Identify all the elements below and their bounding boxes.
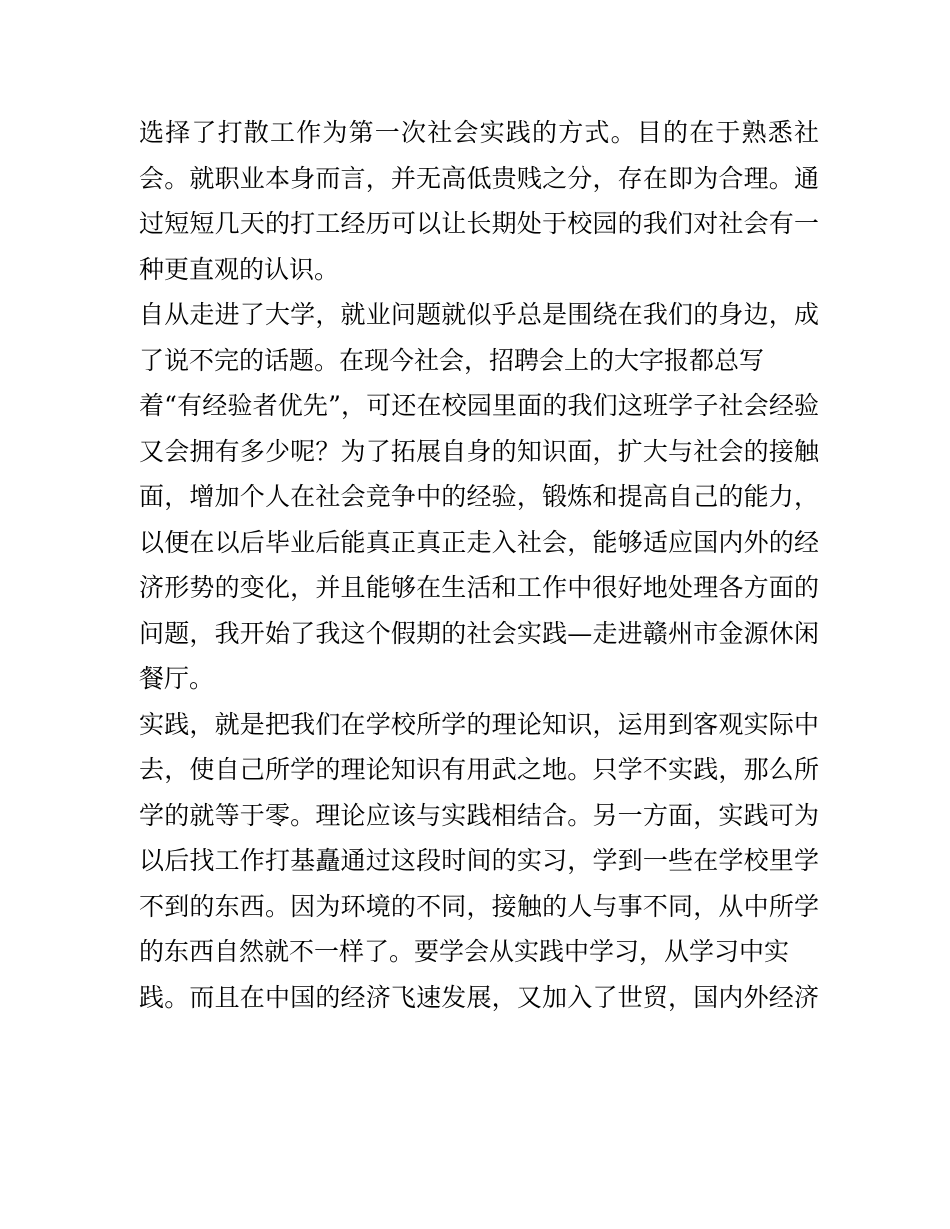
text-line-14: 实践，就是把我们在学校所学的理论知识，运用到客观实际中: [139, 709, 819, 739]
text-line-11: 济形势的变化，并且能够在生活和工作中很好地处理各方面的: [139, 573, 819, 602]
text-line-19: 的东西自然就不一样了。要学会从实践中学习，从学习中实: [139, 937, 790, 966]
text-line-7: 着“有经验者优先”，可还在校园里面的我们这班学子社会经验: [139, 391, 819, 420]
text-line-2: 会。就职业本身而言，并无高低贵贱之分，存在即为合理。通: [139, 163, 819, 193]
text-line-4: 种更直观的认识。: [139, 254, 340, 284]
text-line-8: 又会拥有多少呢？为了拓展自身的知识面，扩大与社会的接触: [139, 436, 819, 466]
text-line-10: 以便在以后毕业后能真正真正走入社会，能够适应国内外的经: [139, 527, 819, 557]
document-body: [139, 110, 819, 1020]
text-line-12: 问题，我开始了我这个假期的社会实践—走进赣州市金源休闲: [139, 618, 819, 648]
text-line-9: 面，增加个人在社会竞争中的经验，锻炼和提高自己的能力，: [139, 482, 819, 511]
text-line-17: 以后找工作打基矗通过这段时间的实习，学到一些在学校里学: [139, 846, 819, 875]
text-line-3: 过短短几天的打工经历可以让长期处于校园的我们对社会有一: [139, 209, 819, 238]
text-line-16: 学的就等于零。理论应该与实践相结合。另一方面，实践可为: [139, 800, 819, 830]
text-line-5: 自从走进了大学，就业问题就似乎总是围绕在我们的身边，成: [139, 300, 819, 329]
text-line-6: 了说不完的话题。在现今社会，招聘会上的大字报都总写: [139, 345, 765, 375]
text-line-13: 餐厅。: [139, 664, 215, 693]
text-line-15: 去，使自己所学的理论知识有用武之地。只学不实践，那么所: [139, 755, 819, 784]
text-line-18: 不到的东西。因为环境的不同，接触的人与事不同，从中所学: [139, 891, 819, 921]
text-line-20: 践。而且在中国的经济飞速发展，又加入了世贸，国内外经济: [139, 982, 819, 1012]
text-line-1: 选择了打散工作为第一次社会实践的方式。目的在于熟悉社: [139, 118, 819, 147]
